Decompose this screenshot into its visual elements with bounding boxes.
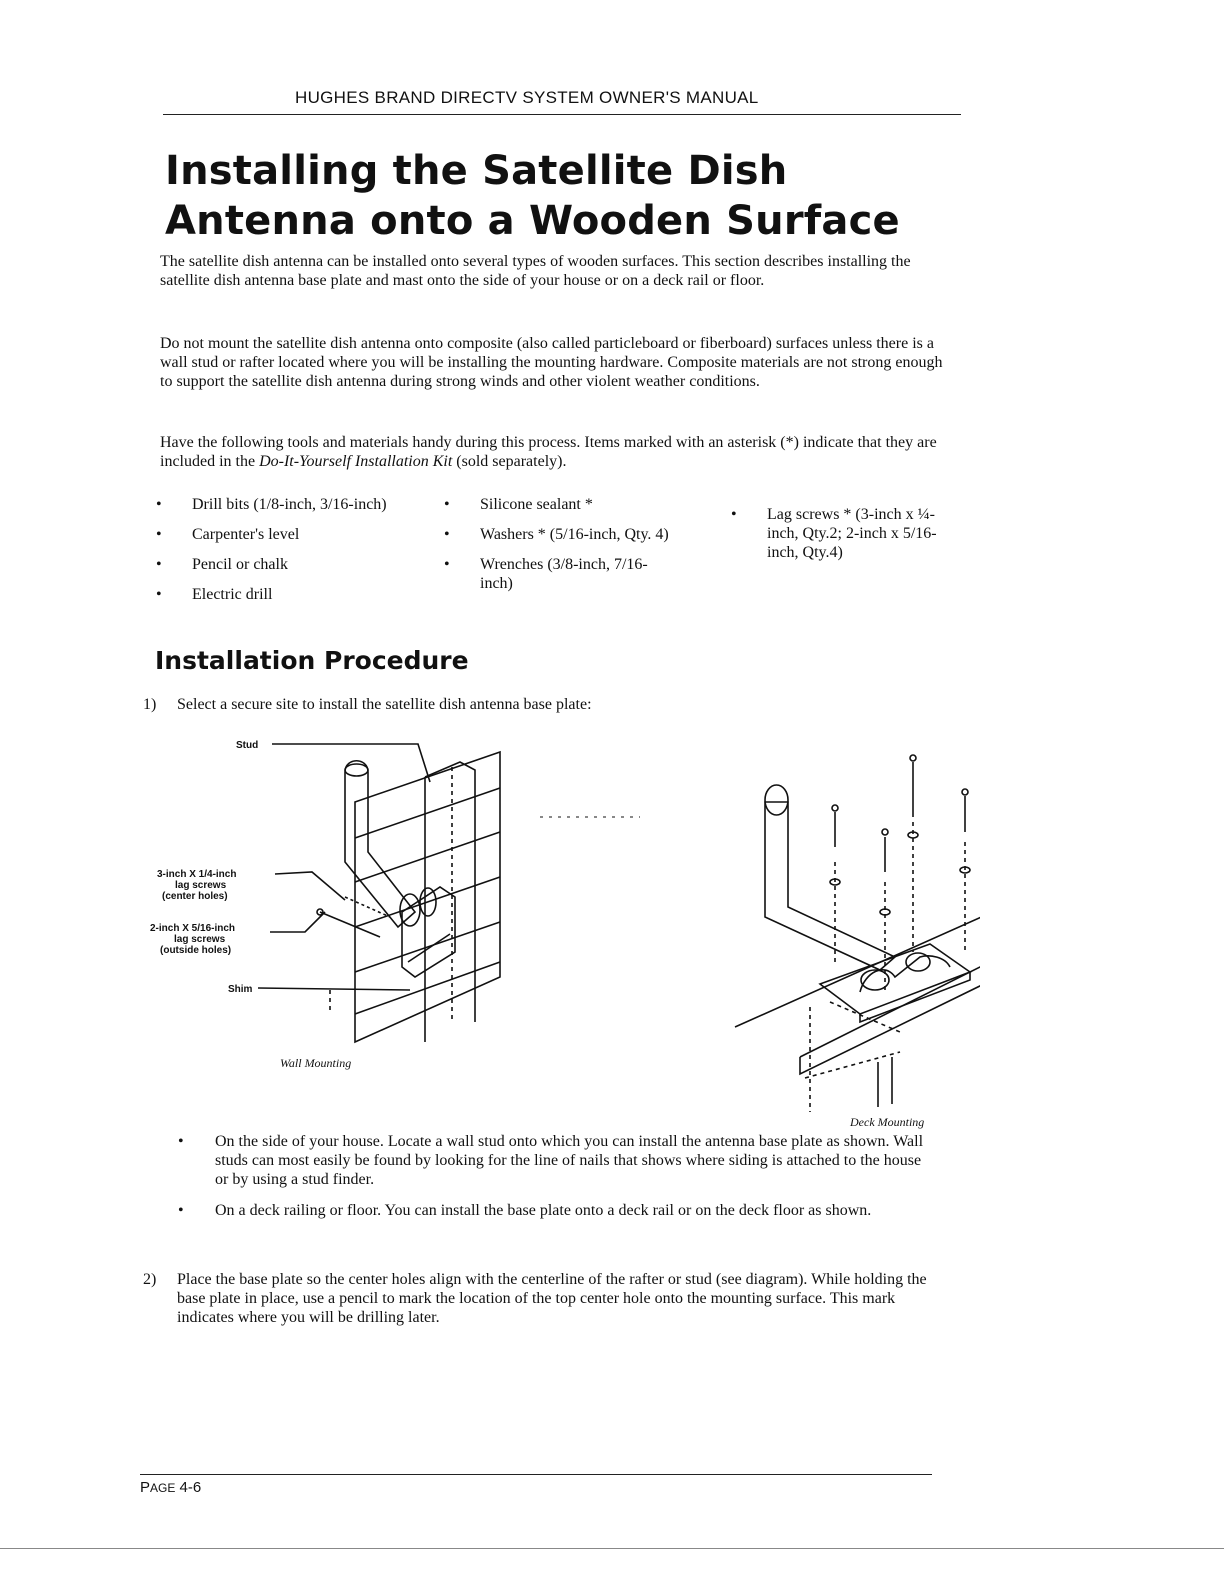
wall-mounting-figure [258,744,500,1042]
step-text: Select a secure site to install the satellite dish antenna base plate: [177,696,592,713]
label-lag-2c: (outside holes) [160,945,232,956]
site-option: • On the side of your house. Locate a wall stud onto which you can install the antenna base plate as shown. Wall studs can most easily be found by looking for the line of nails that shows where siding is attached to the house or by using a stud finder. [178,1132,938,1189]
header-rule [163,114,961,115]
tool-item: • Electric drill [156,585,406,604]
label-lag-1b: lag screws [175,880,227,891]
tools-intro-tail: (sold separately). [452,453,567,470]
label-shim: Shim [228,984,253,995]
tool-item: • Lag screws * (3-inch x ¼-inch, Qty.2; 2-inch x 5/16-inch, Qty.4) [731,505,961,562]
tool-item: • Wrenches (3/8-inch, 7/16-inch) [444,555,674,593]
title-line-1: Installing the Satellite Dish [165,148,788,194]
title-line-2: Antenna onto a Wooden Surface [165,198,900,244]
page-word: AGE [150,1481,176,1495]
tools-list-col3 [731,505,961,573]
tool-item: • Drill bits (1/8-inch, 3/16-inch) [156,495,406,514]
tool-item: • Washers * (5/16-inch, Qty. 4) [444,525,674,544]
caption-deck-mounting: Deck Mounting [850,1115,925,1129]
step-number: 1) [143,696,157,713]
step-number: 2) [143,1271,157,1288]
label-lag-2a: 2-inch X 5/16-inch [150,923,236,934]
label-lag-2b: lag screws [174,934,226,945]
footer-rule [140,1474,932,1475]
label-lag-1a: 3-inch X 1/4-inch [157,869,237,880]
deck-mounting-figure [540,755,980,1112]
procedure-heading: Installation Procedure [155,646,469,675]
caption-wall-mounting: Wall Mounting [280,1056,352,1070]
site-option: • On a deck railing or floor. You can install the base plate onto a deck rail or on the deck floor as shown. [178,1201,938,1220]
page-number [140,1479,201,1496]
label-lag-1c: (center holes) [162,891,228,902]
tools-list-col1 [156,495,406,615]
tools-intro-paragraph [160,433,950,471]
label-stud: Stud [236,740,259,751]
step-text: Place the base plate so the center holes align with the centerline of the rafter or stud (see diagram). While holding the base plate in place, use a pencil to mark the location of the top center hole onto the mounting surface. This mark indicates where you will be drilling later. [177,1271,927,1326]
warning-paragraph: Do not mount the satellite dish antenna onto composite (also called particleboard or fiberboard) surfaces unless there is a wall stud or rafter located where you will be installing the mounting hardware. Composite materials are not strong enough to support the satellite dish antenna during strong winds and other violent weather conditions. [160,335,943,390]
scan-edge-line [0,1548,1224,1549]
running-header: HUGHES BRAND DIRECTV SYSTEM OWNER'S MANUAL [295,88,759,107]
mounting-diagram [140,722,980,1132]
site-options-list [178,1132,938,1232]
tool-item: • Carpenter's level [156,525,406,544]
tools-list-col2 [444,495,674,604]
page-num: 4-6 [175,1479,202,1496]
page-prefix: P [140,1479,151,1496]
page-title [165,146,900,246]
intro-paragraph: The satellite dish antenna can be installed onto several types of wooden surfaces. This section describes installing the satellite dish antenna base plate and mast onto the side of your house or on a deck rail or floor. [160,253,911,289]
tools-intro-text: Have the following tools and materials handy during this process. Items marked with an asterisk (*) indicate that they are included in the [160,434,937,470]
tool-item: • Silicone sealant * [444,495,674,514]
kit-name: Do-It-Yourself Installation Kit [259,453,453,470]
tool-item: • Pencil or chalk [156,555,406,574]
